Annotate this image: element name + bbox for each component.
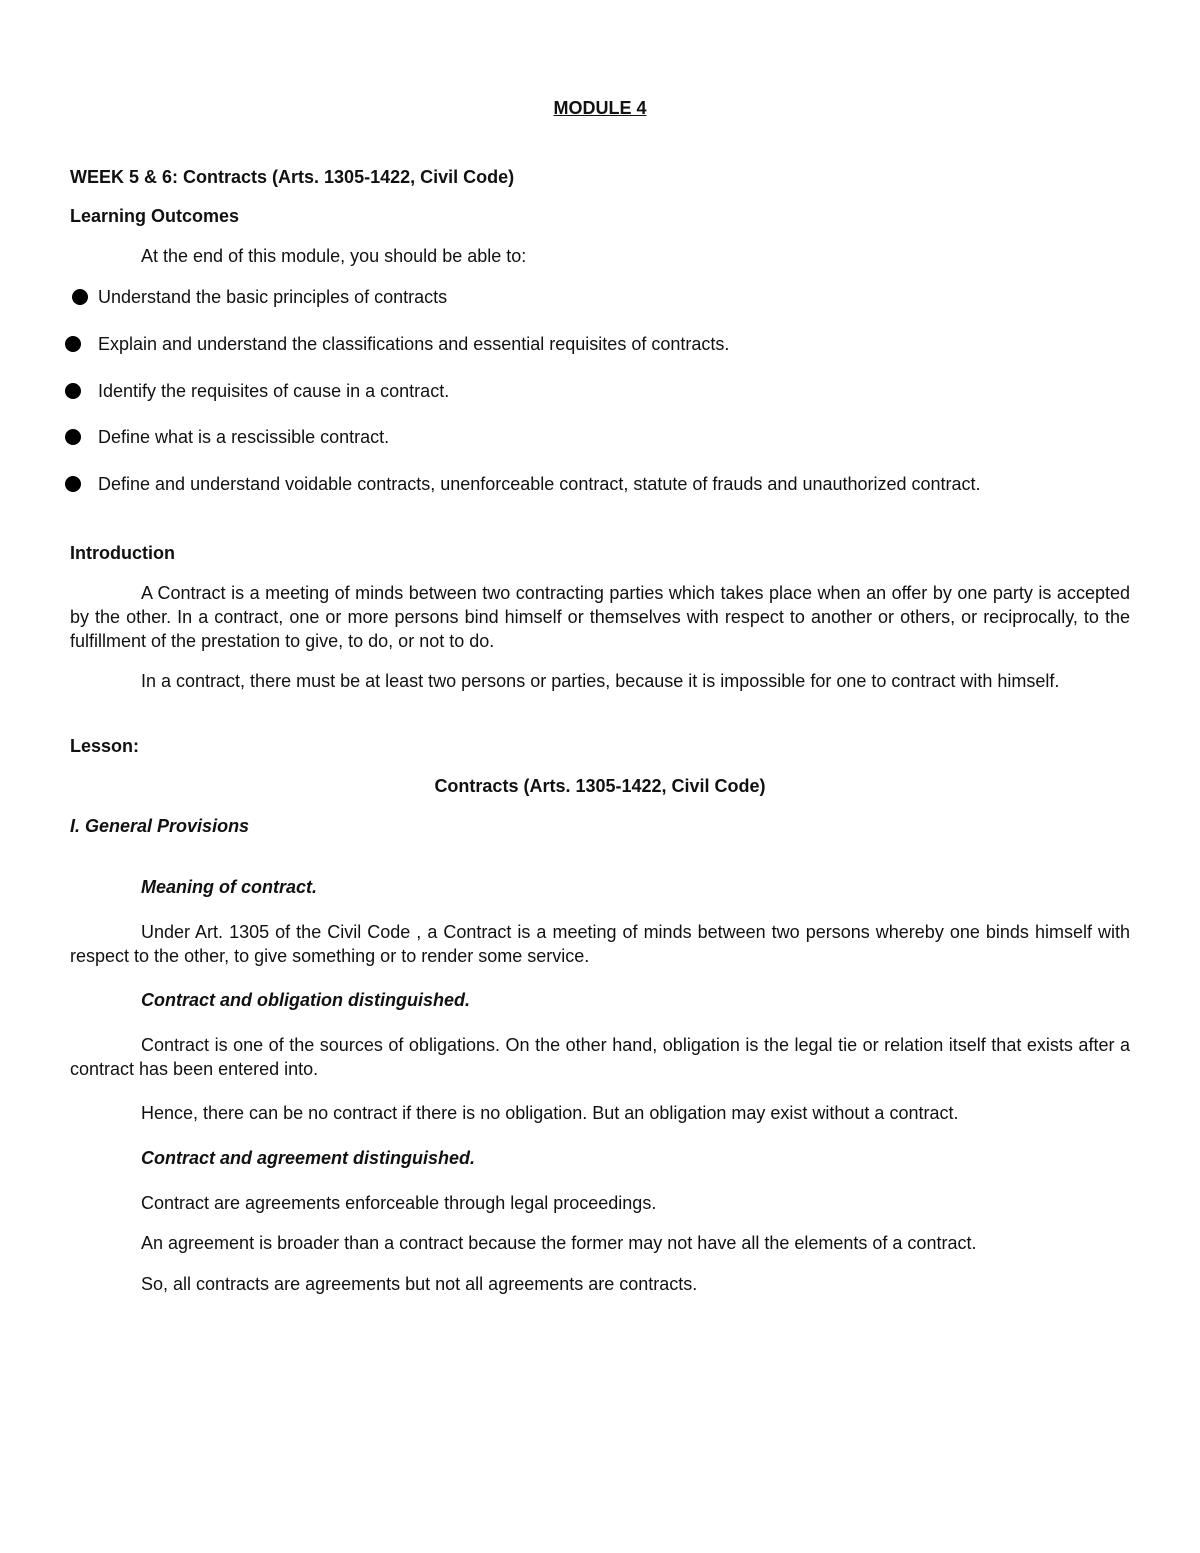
bullet-icon [65, 383, 81, 399]
introduction-paragraph: In a contract, there must be at least two persons or parties, because it is impossible for one to contract with himself. [141, 671, 1060, 691]
meaning-paragraph: Under Art. 1305 of the Civil Code , a Contract is a meeting of minds between two persons whereby one binds himself with respect to the other, to give something or to render some service. [70, 922, 1130, 966]
contract-agreement-paragraph: Contract are agreements enforceable through legal proceedings. [141, 1193, 657, 1213]
contract-obligation-paragraph: Hence, there can be no contract if there is no obligation. But an obligation may exist without a contract. [141, 1103, 959, 1123]
section-heading: I. General Provisions [70, 816, 250, 836]
bullet-icon [72, 289, 88, 305]
contract-agreement-heading: Contract and agreement distinguished. [141, 1148, 476, 1168]
bullet-icon [65, 476, 81, 492]
lesson-title: Contracts (Arts. 1305-1422, Civil Code) [434, 776, 766, 796]
introduction-paragraph: A Contract is a meeting of minds between two contracting parties which takes place when an offer by one party is accepted by the other. In a contract, one or more persons bind himself or themselves with respect to another or others, or reciprocally, to the fulfillment of the prestation to give, to do, or not to do. [70, 583, 1130, 651]
outcome-text: Explain and understand the classifications and essential requisites of contracts. [98, 334, 730, 354]
contract-obligation-paragraph: Contract is one of the sources of obligations. On the other hand, obligation is the legal tie or relation itself that exists after a contract has been entered into. [70, 1035, 1130, 1079]
week-heading: WEEK 5 & 6: Contracts (Arts. 1305-1422, Civil Code) [70, 167, 515, 187]
learning-outcomes-heading: Learning Outcomes [70, 206, 240, 226]
contract-agreement-paragraph: So, all contracts are agreements but not all agreements are contracts. [141, 1274, 698, 1294]
contract-agreement-paragraph: An agreement is broader than a contract because the former may not have all the elements of a contract. [141, 1233, 977, 1253]
outcome-text: Define and understand voidable contracts, unenforceable contract, statute of frauds and unauthorized contract. [98, 474, 981, 494]
meaning-heading: Meaning of contract. [141, 877, 318, 897]
lesson-heading: Lesson: [70, 736, 140, 756]
bullet-icon [65, 429, 81, 445]
outcome-text: Identify the requisites of cause in a contract. [98, 381, 450, 401]
bullet-icon [65, 336, 81, 352]
outcome-text: Understand the basic principles of contracts [98, 287, 448, 307]
introduction-heading: Introduction [70, 543, 175, 563]
learning-outcomes-intro: At the end of this module, you should be able to: [141, 246, 527, 266]
module-title: MODULE 4 [553, 98, 647, 118]
outcome-text: Define what is a rescissible contract. [98, 427, 390, 447]
contract-obligation-heading: Contract and obligation distinguished. [141, 990, 470, 1010]
